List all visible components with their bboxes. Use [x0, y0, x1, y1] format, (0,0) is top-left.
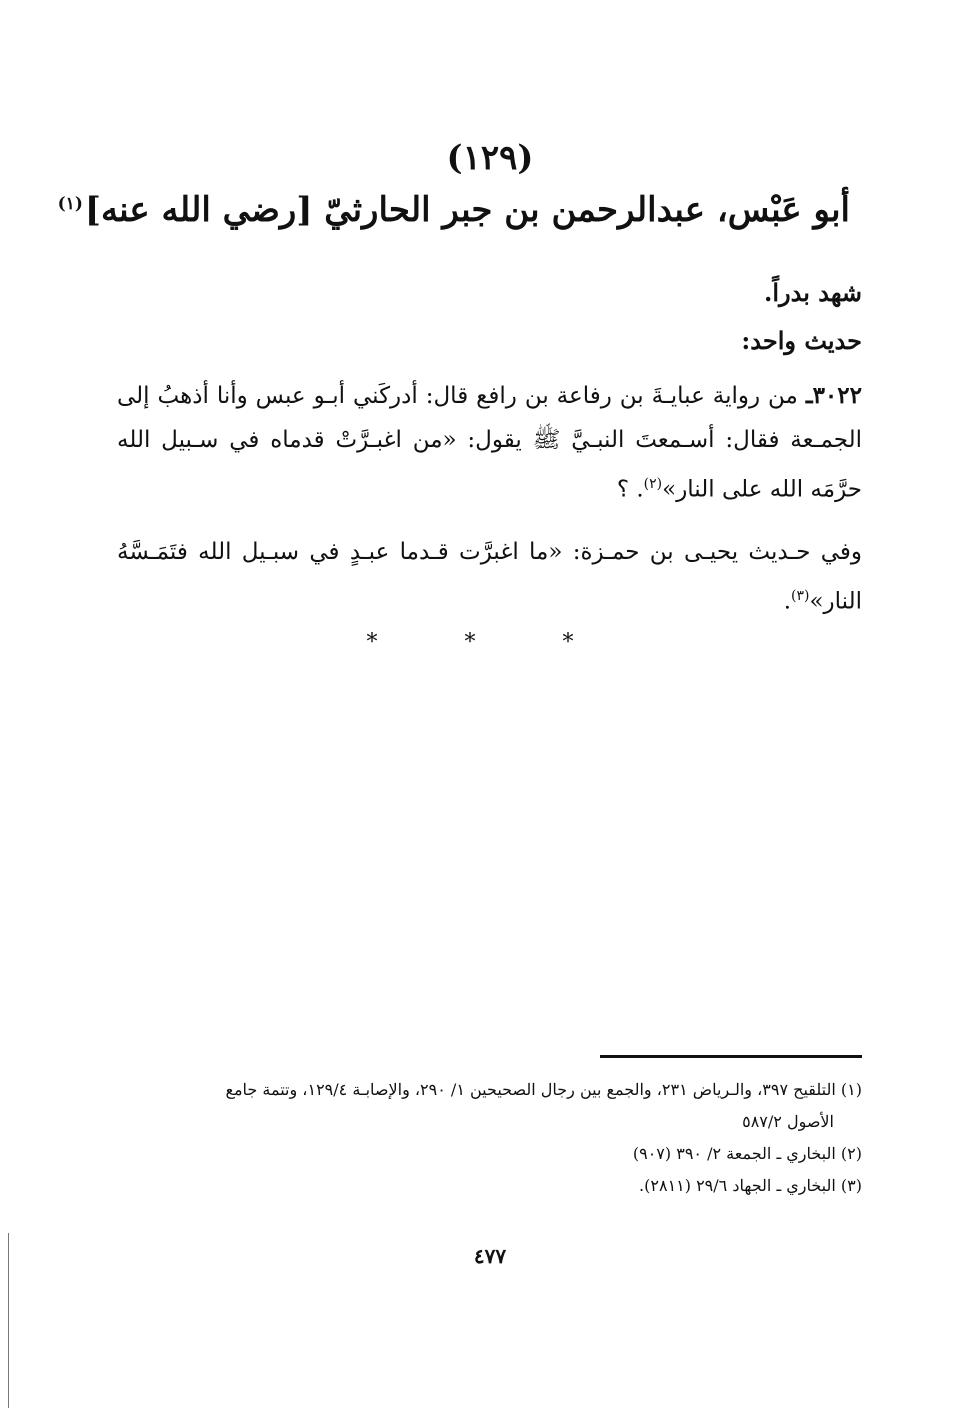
footnote-rule: [600, 1055, 862, 1058]
hadith-note-ref: (٢): [643, 476, 663, 492]
hadith-paragraph: [117, 374, 862, 512]
variant-paragraph: [117, 530, 862, 624]
entry-title-text: أبو عَبْس، عبدالرحمن بن جبر الحارثيّ [رضي الله عنه]: [84, 190, 850, 230]
hadith-text: من رواية عبايـةَ بن رفاعة بن رافع قال: أدركَني أبـو عبس وأنا أذهبُ إلى الجمـعة فقال: أسـمعتَ النبـيَّ ﷺ يقول: «من اغبـرَّتْ قدماه في سـبيل الله حرَّمَه الله على النار»: [117, 383, 862, 503]
chapter-number: (١٢٩): [446, 138, 534, 178]
intro-line: شهد بدراً.: [763, 278, 862, 307]
variant-tail: .: [783, 588, 791, 615]
entry-title-note-ref: (١): [57, 193, 83, 214]
hadith-tail: . ؟: [616, 476, 644, 503]
scan-margin-line: [8, 1233, 9, 1408]
section-separator: * * *: [366, 630, 614, 655]
entry-title: [57, 190, 850, 230]
hadith-number: ٣٠٢٢ـ: [805, 382, 862, 409]
footnote-3-line-1: (٣) البخاري ـ الجهاد ٢٩/٦ (٢٨١١).: [639, 1176, 862, 1195]
page-number: ٤٧٧: [473, 1244, 507, 1268]
footnotes: [117, 1074, 862, 1202]
footnote-3: [117, 1170, 862, 1202]
footnote-1-line-1: (١) التلقيح ٣٩٧، والـرياض ٢٣١، والجمع بين رجال الصحيحين ١/ ٢٩٠، والإصابـة ١٢٩/٤، وتتمة جامع: [225, 1080, 862, 1099]
variant-text: وفي حـديث يحيـى بن حمـزة: «ما اغبرَّت قـدما عبـدٍ في سبـيل الله فتَمَـسَّهُ النار»: [117, 539, 862, 615]
footnote-2-line-1: (٢) البخاري ـ الجمعة ٢/ ٣٩٠ (٩٠٧): [632, 1144, 862, 1163]
footnote-2: [117, 1138, 862, 1170]
hadith-count-line: حديث واحد:: [741, 326, 862, 355]
variant-note-ref: (٣): [791, 588, 810, 604]
footnote-1: [117, 1074, 862, 1138]
footnote-1-line-2: الأصول ٥٨٧/٢: [742, 1112, 834, 1131]
